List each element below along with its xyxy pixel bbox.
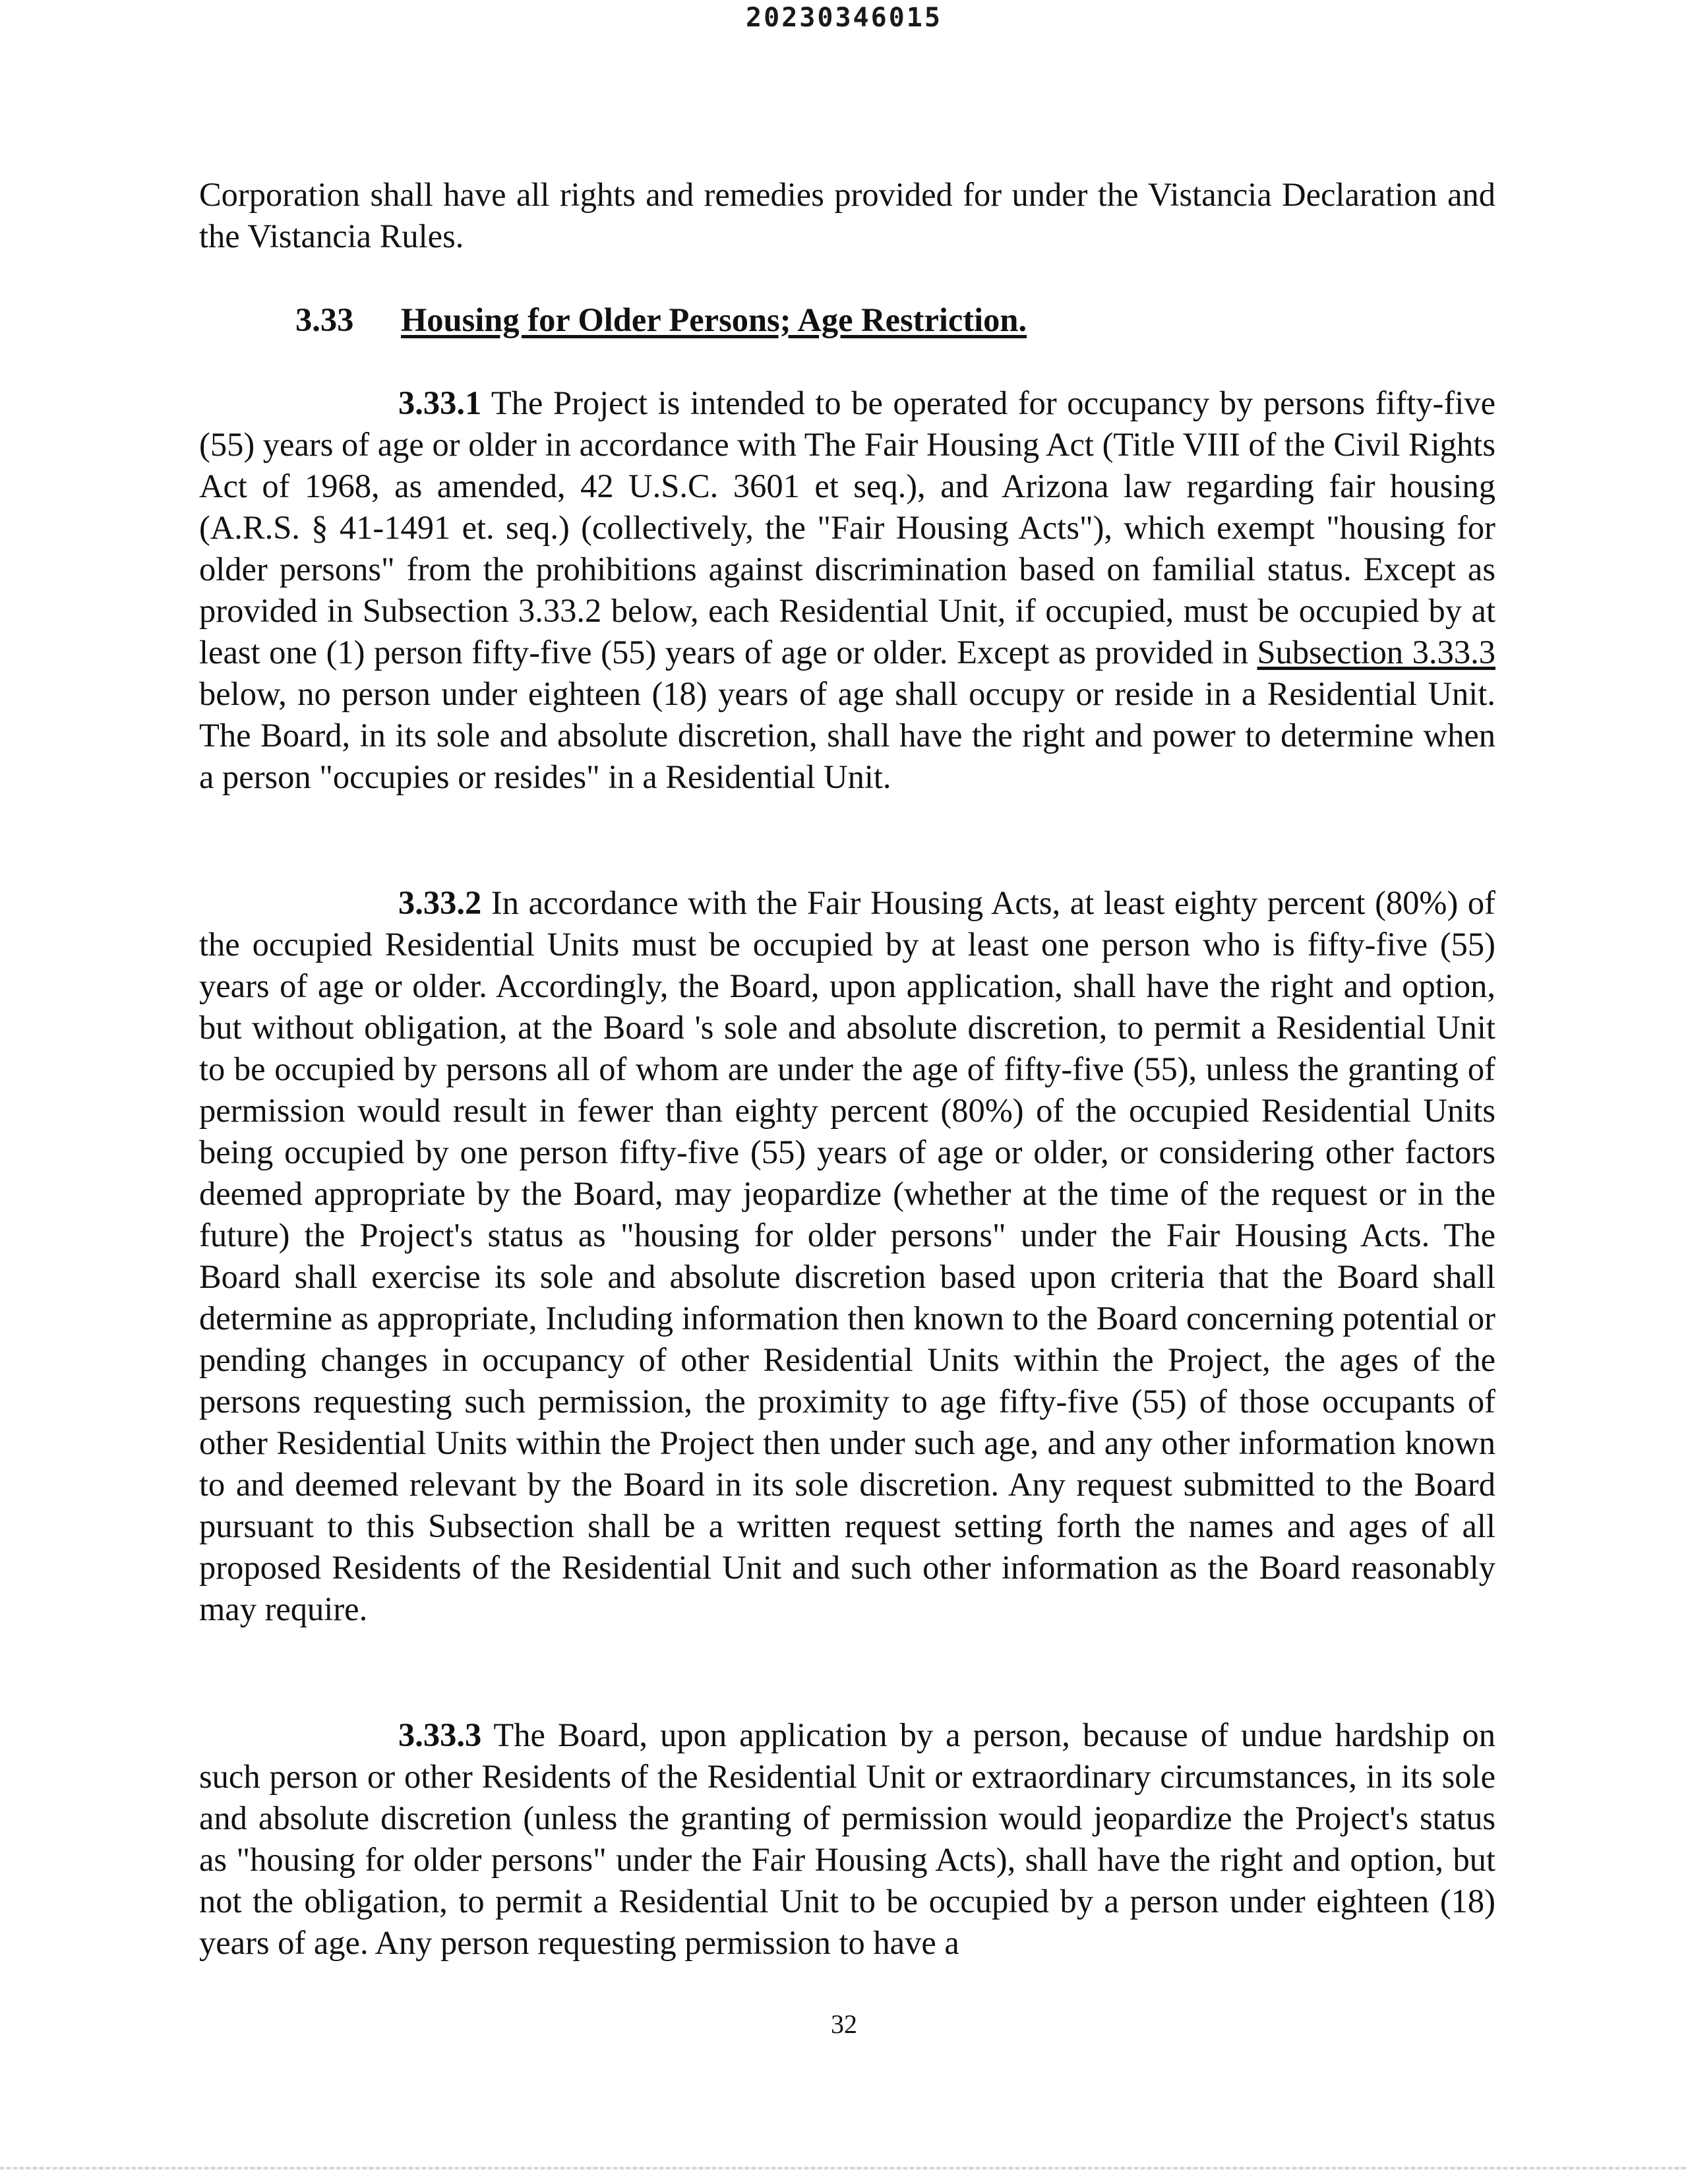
subsection-3-33-3 xyxy=(199,1714,1495,1964)
subsection-number: 3.33.2 xyxy=(398,884,482,921)
scan-edge-divider xyxy=(0,2167,1688,2169)
subsection-text-continued: below, no person under eighteen (18) years of age shall occupy or reside in a Residential Unit. The Board, in its sole and absolute discretion, shall have the right and power to determine when a person "occupies or resides" in a Residential Unit. xyxy=(199,675,1495,795)
section-heading xyxy=(295,299,1027,341)
section-number: 3.33 xyxy=(295,301,354,338)
document-number: 20230346015 xyxy=(746,3,942,33)
page-number: 32 xyxy=(831,2009,857,2039)
subsection-number: 3.33.3 xyxy=(398,1716,482,1753)
subsection-3-33-2 xyxy=(199,882,1495,1630)
subsection-reference-link[interactable]: Subsection 3.33.3 xyxy=(1257,634,1495,671)
intro-paragraph: Corporation shall have all rights and remedies provided for under the Vistancia Declaration and the Vistancia Rules. xyxy=(199,176,1495,255)
subsection-text: In accordance with the Fair Housing Acts, at least eighty percent (80%) of the occupied Residential Units must be occupied by at least one person who is fifty-five (55) years of age or older. Accordingly, the Board, upon application, shall have the right and option, but without obligation, at the Board 's sole and absolute discretion, to permit a Residential Unit to be occupied by persons all of whom are under the age of fifty-five (55), unless the granting of permission would result in fewer than eighty percent (80%) of the occupied Residential Units being occupied by one person fifty-five (55) years of age or older, or considering other factors deemed appropriate by the Board, may jeopardize (whether at the time of the request or in the future) the Project's status as "housing for older persons" under the Fair Housing Acts. The Board shall exercise its sole and absolute discretion based upon criteria that the Board shall determine as appropriate, Including information then known to the Board concerning potential or pending changes in occupancy of other Residential Units within the Project, the ages of the persons requesting such permission, the proximity to age fifty-five (55) of those occupants of other Residential Units within the Project then under such age, and any other information known to and deemed relevant by the Board in its sole discretion. Any request submitted to the Board pursuant to this Subsection shall be a written request setting forth the names and ages of all proposed Residents of the Residential Unit and such other information as the Board reasonably may require. xyxy=(199,884,1495,1627)
subsection-text: The Project is intended to be operated for occupancy by persons fifty-five (55) years of age or older in accordance with The Fair Housing Act (Title VIII of the Civil Rights Act of 1968, as amended, 42 U.S.C. 3601 et seq.), and Arizona law regarding fair housing (A.R.S. § 41-1491 et. seq.) (collectively, the "Fair Housing Acts"), which exempt "housing for older persons" from the prohibitions against discrimination based on familial status. Except as provided in Subsection 3.33.2 below, each Residential Unit, if occupied, must be occupied by at least one (1) person fifty-five (55) years of age or older. Except as provided in xyxy=(199,384,1495,671)
subsection-3-33-1 xyxy=(199,382,1495,798)
subsection-number: 3.33.1 xyxy=(398,384,482,421)
section-title: Housing for Older Persons; Age Restriction. xyxy=(401,301,1027,338)
subsection-text: The Board, upon application by a person, because of undue hardship on such person or other Residents of the Residential Unit or extraordinary circumstances, in its sole and absolute discretion (unless the granting of permission would jeopardize the Project's status as "housing for older persons" under the Fair Housing Acts), shall have the right and option, but not the obligation, to permit a Residential Unit to be occupied by a person under eighteen (18) years of age. Any person requesting permission to have a xyxy=(199,1716,1495,1961)
